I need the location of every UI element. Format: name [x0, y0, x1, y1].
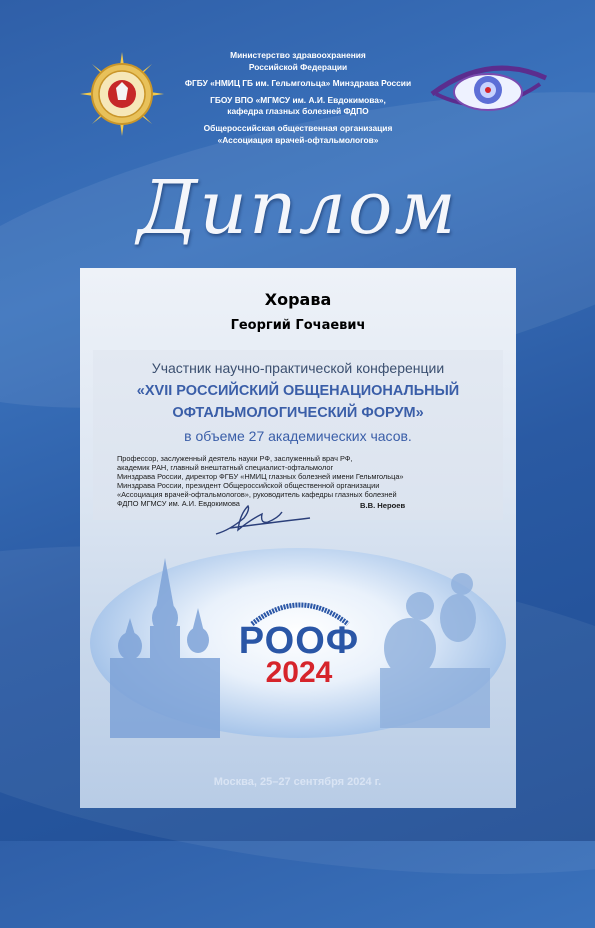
- credential-line: ФДПО МГМСУ им. А.И. Евдокимова: [117, 498, 240, 508]
- conference-title-line1: «XVII РОССИЙСКИЙ ОБЩЕНАЦИОНАЛЬНЫЙ: [136, 383, 460, 399]
- header-line: «Ассоциация врачей-офтальмологов»: [217, 134, 379, 145]
- header-line: Российской Федерации: [248, 61, 348, 72]
- recipient-name: Георгий Гочаевич: [230, 318, 366, 333]
- organizers-header: [168, 50, 428, 146]
- diploma-title: Диплом: [137, 165, 458, 251]
- header-line: кафедра глазных болезней ФДПО: [227, 106, 369, 117]
- conference-title-line2: ОФТАЛЬМОЛОГИЧЕСКИЙ ФОРУМ»: [172, 405, 424, 421]
- header-line: ФГБУ «НМИЦ ГБ им. Гельмгольца» Минздрава России: [184, 78, 412, 89]
- header-line: Общероссийская общественная организация: [203, 122, 393, 133]
- credential-line: Профессор, заслуженный деятель науки РФ, заслуженный врач РФ,: [117, 454, 353, 463]
- eye-emblem-icon: [428, 58, 550, 120]
- location-date: Москва, 25–27 сентября 2024 г.: [213, 776, 382, 788]
- credential-line: Минздрава России, директор ФГБУ «НМИЦ глазных болезней имени Гельмгольца»: [117, 471, 404, 481]
- ministry-emblem-icon: [78, 50, 166, 138]
- handwritten-signature: [210, 500, 320, 540]
- signatory-name: В.В. Нероев: [360, 501, 406, 510]
- header-line: ГБОУ ВПО «МГМСУ им. А.И. Евдокимова»,: [210, 94, 386, 105]
- hours-text: в объеме 27 академических часов.: [184, 428, 412, 444]
- credential-line: «Ассоциация врачей-офтальмологов», руководитель кафедры глазных болезней: [117, 489, 397, 499]
- header-line: Министерство здравоохранения: [230, 50, 366, 60]
- participant-text: Участник научно-практической конференции: [151, 360, 445, 376]
- recipient-surname: Хорава: [264, 290, 332, 309]
- forum-logo-year: 2024: [265, 656, 333, 689]
- credential-line: академик РАН, главный внештатный специалист-офтальмолог: [117, 462, 334, 472]
- forum-logo-text: РООФ: [238, 620, 360, 662]
- credential-line: Минздрава России, президент Общероссийской общественной организации: [117, 480, 380, 490]
